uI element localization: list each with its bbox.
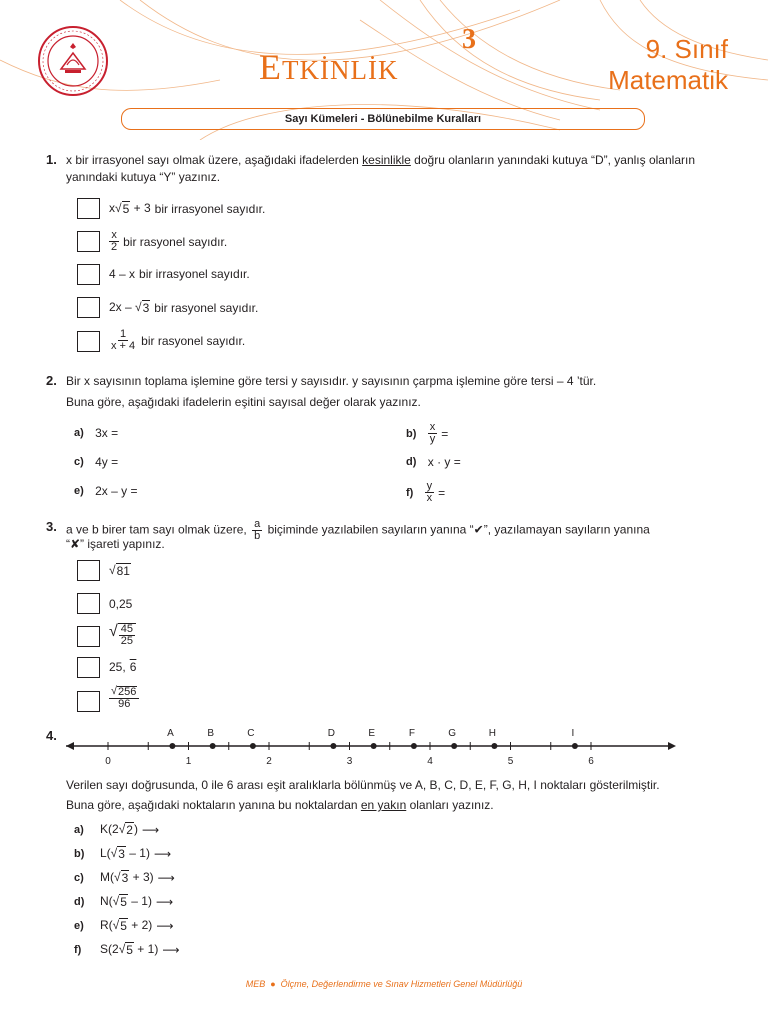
- meb-logo: [37, 25, 109, 97]
- item-label: f): [74, 943, 82, 956]
- answer-box[interactable]: [77, 264, 100, 285]
- tick-label: 1: [185, 756, 192, 767]
- point-label: B: [207, 728, 214, 739]
- option-text: bir rasyonel sayıdır.: [141, 333, 246, 348]
- answer-box[interactable]: [77, 231, 100, 252]
- question-number: 3.: [46, 519, 57, 534]
- option-item: [109, 201, 265, 216]
- item-label: b): [74, 847, 85, 860]
- question-text: “✘” işareti yapınız.: [66, 537, 165, 551]
- question-text: x bir irrasyonel sayı olmak üzere, aşağıdaki ifadelerden kesinlikle doğru olanların yanındaki kutuya “D”, yanlış olanların yanındaki kutuya “Y” yazınız.: [66, 153, 695, 184]
- arrow-icon: ⟶: [155, 894, 174, 909]
- point-marker: [572, 743, 578, 749]
- point-marker: [491, 743, 497, 749]
- math-expression: M( √ 3 + 3): [100, 870, 154, 885]
- point-marker: [411, 743, 417, 749]
- point-label: F: [408, 728, 415, 739]
- point-label: D: [327, 728, 336, 739]
- item-label: a): [74, 823, 84, 836]
- number-line: [60, 722, 690, 770]
- question-text: Bir x sayısının toplama işlemine göre tersi y sayısıdır. y sayısının çarpma işlemine göre tersi – 4 ’tür. Buna göre, aşağıdaki ifadelerin eşitini sayısal değer olarak yazınız.: [66, 374, 597, 409]
- point-marker: [371, 743, 377, 749]
- question-number: 1.: [46, 152, 57, 167]
- arrow-icon: ⟶: [153, 846, 172, 861]
- sub-question: f) $\frac{y}{x}$ =: [406, 480, 446, 504]
- option-text: bir rasyonel sayıdır.: [123, 234, 228, 249]
- option-item: [109, 230, 227, 253]
- tick-label: 6: [588, 756, 594, 767]
- arrow-icon: ⟶: [141, 822, 160, 837]
- option-text: bir rasyonel sayıdır.: [154, 300, 259, 315]
- item-label: e): [74, 919, 84, 932]
- answer-box[interactable]: [77, 297, 100, 318]
- point-marker: [451, 743, 457, 749]
- sub-question: a) 3x =: [74, 426, 119, 440]
- arrow-icon: ⟶: [156, 918, 174, 933]
- subject-bar: Sayı Kümeleri - Bölünebilme Kuralları: [121, 108, 645, 130]
- answer-row: [74, 918, 174, 933]
- option-item: [109, 267, 250, 281]
- answer-box[interactable]: [77, 198, 100, 219]
- point-marker: [250, 743, 256, 749]
- point-label: C: [247, 728, 255, 739]
- fraction: $\frac{1}{x + 4}$: [111, 328, 136, 352]
- answer-box[interactable]: [77, 626, 100, 647]
- point-label: G: [448, 728, 457, 739]
- answer-box[interactable]: [77, 657, 100, 678]
- arrow-left-icon: [66, 742, 74, 750]
- math-expression: 2x – √ 3: [109, 300, 150, 315]
- math-expression: K(2 √ 2 ): [100, 822, 138, 837]
- class-line: 9. Sınıf: [645, 34, 728, 64]
- answer-row: [74, 822, 159, 837]
- tick-label: 3: [346, 756, 353, 767]
- option-text: bir irrasyonel sayıdır.: [154, 201, 266, 216]
- tick-label: 5: [507, 756, 514, 767]
- answer-box[interactable]: [77, 560, 100, 581]
- subject-line: Matematik: [608, 65, 728, 95]
- math-expression: R( √ 5 + 2): [100, 918, 153, 933]
- option-item: √ 81: [109, 563, 130, 578]
- math-expression: S(2 √ 5 + 1): [100, 942, 159, 957]
- item-label: d): [74, 895, 85, 908]
- answer-row: [74, 870, 175, 885]
- sub-question: b) $\frac{x}{y}$ =: [406, 421, 449, 445]
- arrow-icon: ⟶: [162, 942, 180, 957]
- point-marker: [210, 743, 216, 749]
- question-text: a ve b birer tam sayı olmak üzere, $\frac{a}{b}$ biçiminde yazılabilen sayıların yanına “✔”, yazılamayan sayıların yanına: [66, 518, 650, 542]
- point-marker: [169, 743, 175, 749]
- math-expression: x √ 5 + 3: [109, 201, 151, 216]
- question-number: 4.: [46, 728, 57, 743]
- tick-label: 4: [427, 756, 433, 767]
- answer-box[interactable]: [77, 593, 100, 614]
- answer-box[interactable]: [77, 691, 100, 712]
- option-item: 0,25: [109, 597, 133, 611]
- tick-label: 0: [105, 756, 111, 767]
- point-label: E: [368, 728, 375, 739]
- option-text: bir irrasyonel sayıdır.: [139, 267, 250, 281]
- option-item: [109, 300, 258, 315]
- option-item: √ 256 96: [109, 686, 139, 710]
- sub-question: e) 2x – y =: [74, 484, 138, 498]
- arrow-icon: ⟶: [157, 870, 175, 885]
- math-expression: 4 – x: [109, 267, 136, 281]
- answer-row: [74, 846, 171, 861]
- option-item: 25, 6: [109, 660, 137, 674]
- brand-title: ETKİNLİK: [259, 47, 399, 87]
- question-number: 2.: [46, 373, 57, 388]
- answer-row: [74, 894, 173, 909]
- math-expression: N( √ 5 – 1): [100, 894, 152, 909]
- sub-question: c) 4y =: [74, 455, 119, 469]
- item-label: c): [74, 871, 84, 884]
- tick-label: 2: [266, 756, 272, 767]
- footer: MEB ● Ölçme, Değerlendirme ve Sınav Hizmetleri Genel Müdürlüğü: [245, 979, 523, 989]
- question-text: Verilen sayı doğrusunda, 0 ile 6 arası eşit aralıklarla bölünmüş ve A, B, C, D, E, F, G, H, I noktaları gösterilmiştir. Buna göre, aşağıdaki noktaların yanına bu noktalardan en yakın olanları yazınız.: [66, 778, 660, 812]
- point-label: A: [167, 728, 174, 739]
- fraction: $\frac{x}{2}$: [111, 229, 118, 253]
- point-marker: [330, 743, 336, 749]
- point-label: I: [571, 728, 575, 739]
- option-item: √ $\frac{45}{25}$: [109, 623, 136, 647]
- sub-question: d) x · y =: [406, 455, 461, 469]
- answer-row: [74, 942, 180, 957]
- answer-box[interactable]: [77, 331, 100, 352]
- class-title: [608, 34, 728, 96]
- activity-number: 3: [462, 24, 476, 55]
- math-expression: L( √ 3 – 1): [100, 846, 150, 861]
- point-label: H: [488, 728, 497, 739]
- option-item: [109, 329, 245, 352]
- arrow-right-icon: [668, 742, 676, 750]
